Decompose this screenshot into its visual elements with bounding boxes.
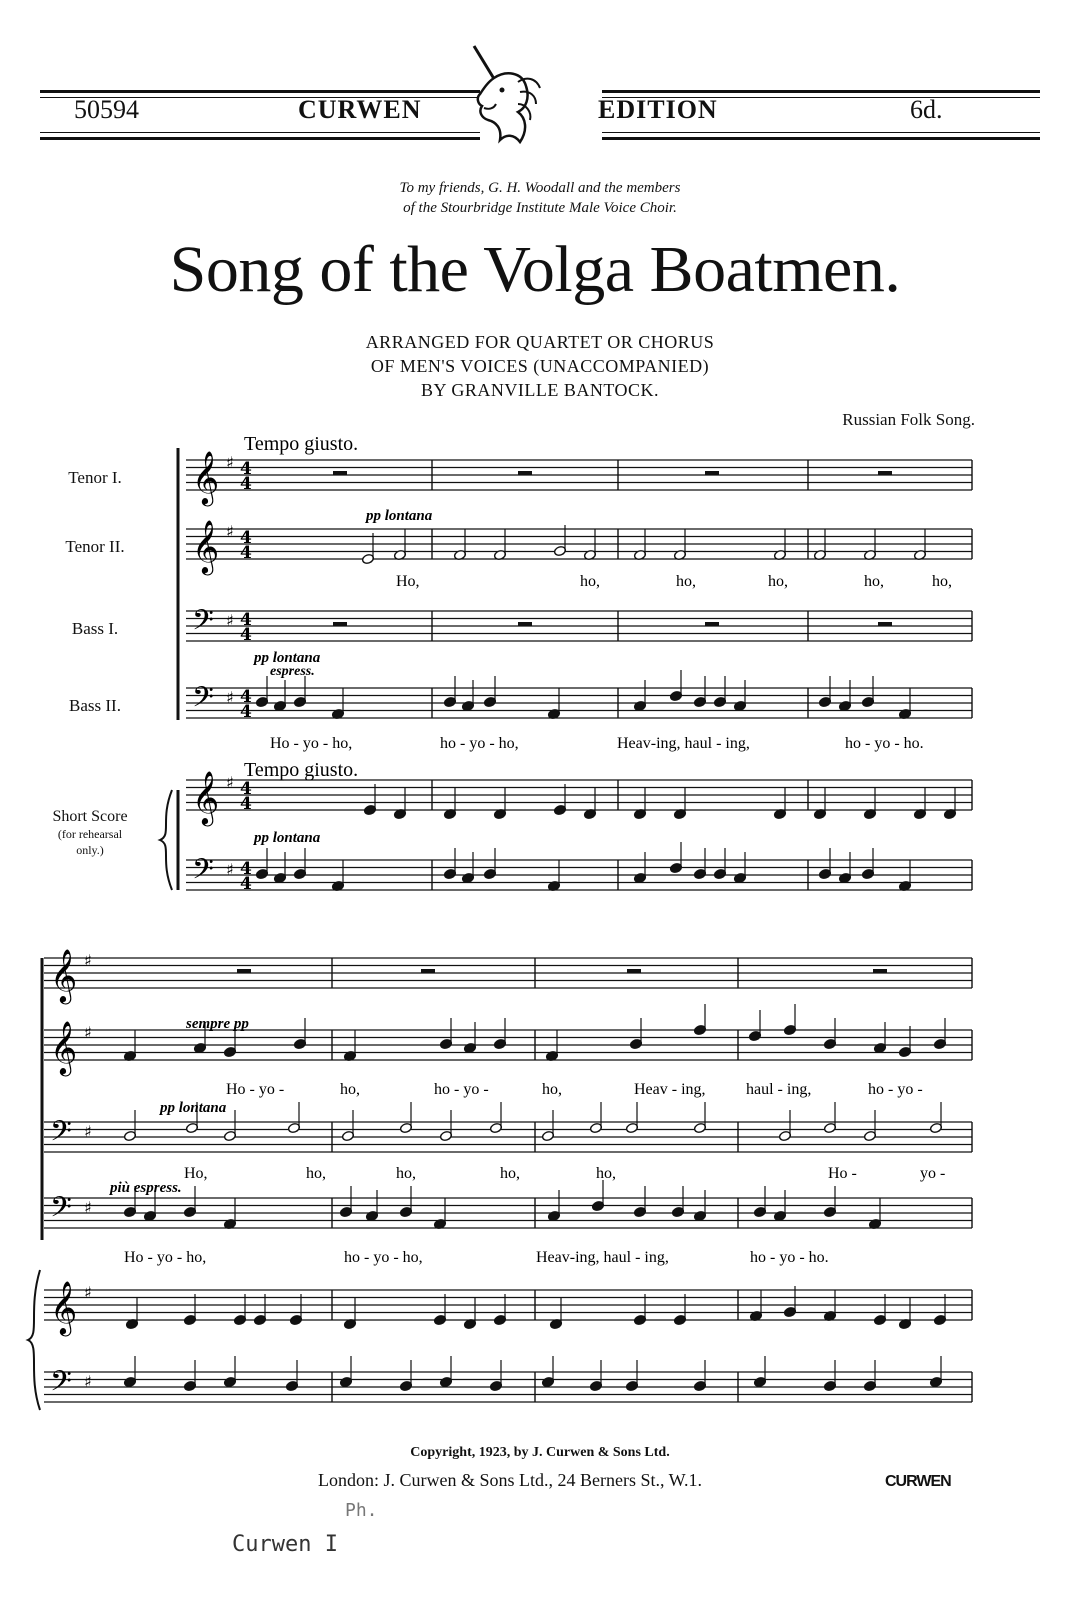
key-sharp-icon: ♯ bbox=[226, 453, 234, 472]
whole-rest-icon bbox=[705, 622, 719, 626]
tempo-marking: Tempo giusto. bbox=[244, 759, 359, 781]
copyright-notice: Copyright, 1923, by J. Curwen & Sons Ltd. bbox=[410, 1445, 670, 1460]
lyric-syllable: Ho - yo - bbox=[226, 1081, 285, 1098]
dynamic-marking: pp lontana bbox=[366, 508, 433, 524]
part-label-tenor-2: Tenor II. bbox=[65, 537, 125, 556]
key-sharp-icon: ♯ bbox=[84, 1122, 92, 1141]
arrangement-line: ARRANGED FOR QUARTET OR CHORUS bbox=[365, 332, 715, 352]
attribution: Russian Folk Song. bbox=[842, 410, 975, 429]
whole-rest-icon bbox=[421, 969, 435, 973]
library-stamp: Ph. bbox=[345, 1500, 378, 1521]
lyric-syllable: ho - yo - ho, bbox=[344, 1249, 423, 1266]
lyric-syllable: ho, bbox=[340, 1081, 360, 1098]
time-signature: 4 bbox=[240, 625, 252, 645]
short-score-title: Short Score bbox=[52, 808, 128, 825]
whole-rest-icon bbox=[878, 622, 892, 626]
tempo-marking: Tempo giusto. bbox=[244, 433, 359, 455]
dedication-line: of the Stourbridge Institute Male Voice Choir. bbox=[403, 200, 677, 216]
edition-label: EDITION bbox=[598, 95, 718, 124]
whole-rest-icon bbox=[878, 471, 892, 475]
page-title: Song of the Volga Boatmen. bbox=[169, 233, 901, 306]
time-signature: 4 bbox=[240, 543, 252, 563]
lyric-syllable: ho, bbox=[768, 573, 788, 590]
time-signature: 4 bbox=[240, 874, 252, 894]
bass-clef-icon: 𝄢 bbox=[192, 853, 214, 893]
arrangement-credit bbox=[240, 330, 840, 402]
time-signature: 4 bbox=[240, 687, 252, 707]
treble-clef-icon: 𝄞 bbox=[192, 450, 220, 504]
dynamic-marking: espress. bbox=[270, 664, 315, 679]
part-label-bass-2: Bass II. bbox=[69, 696, 121, 715]
key-sharp-icon: ♯ bbox=[84, 951, 92, 970]
key-sharp-icon: ♯ bbox=[226, 688, 234, 707]
publisher-address: London: J. Curwen & Sons Ltd., 24 Berners St., W.1. bbox=[317, 1470, 702, 1490]
time-signature: 4 bbox=[240, 859, 252, 879]
bass-clef-icon: 𝄢 bbox=[50, 1115, 72, 1155]
dedication-line: To my friends, G. H. Woodall and the members bbox=[399, 180, 681, 196]
part-label-tenor-1: Tenor I. bbox=[68, 468, 122, 487]
lyric-syllable: Ho - yo - ho, bbox=[124, 1249, 207, 1266]
treble-clef-icon: 𝄞 bbox=[50, 1280, 78, 1334]
brace-icon bbox=[28, 1270, 40, 1410]
lyric-syllable: Heav-ing, haul - ing, bbox=[536, 1249, 669, 1266]
lyric-syllable: Ho, bbox=[396, 573, 420, 590]
short-score-note: (for rehearsal bbox=[57, 827, 123, 841]
lyric-syllable: Ho - bbox=[828, 1165, 857, 1182]
lyric-syllable: ho, bbox=[596, 1165, 616, 1182]
part-label-bass-1: Bass I. bbox=[71, 619, 119, 638]
catalog-number: 50594 bbox=[74, 95, 139, 124]
lyric-syllable: ho, bbox=[932, 573, 952, 590]
lyric-syllable: yo - bbox=[920, 1165, 946, 1182]
key-sharp-icon: ♯ bbox=[226, 860, 234, 879]
publisher-name: CURWEN bbox=[298, 95, 422, 124]
lyric-syllable: ho, bbox=[306, 1165, 326, 1182]
time-signature: 4 bbox=[240, 474, 252, 494]
treble-clef-icon: 𝄞 bbox=[192, 519, 220, 573]
treble-clef-icon: 𝄞 bbox=[50, 948, 78, 1002]
lyric-syllable: Ho - yo - ho, bbox=[270, 735, 353, 752]
dynamic-marking: pp lontana bbox=[254, 830, 321, 846]
lyric-syllable: ho, bbox=[396, 1165, 416, 1182]
treble-clef-icon: 𝄞 bbox=[50, 1020, 78, 1074]
lyric-syllable: ho - yo - ho, bbox=[440, 735, 519, 752]
time-signature: 4 bbox=[240, 702, 252, 722]
lyric-syllable: ho - yo - ho. bbox=[845, 735, 924, 752]
bass-clef-icon: 𝄢 bbox=[192, 604, 214, 644]
lyric-syllable: ho, bbox=[542, 1081, 562, 1098]
lyric-syllable: haul - ing, bbox=[746, 1081, 812, 1098]
dynamic-marking: più espress. bbox=[110, 1180, 182, 1196]
key-sharp-icon: ♯ bbox=[226, 522, 234, 541]
whole-rest-icon bbox=[518, 471, 532, 475]
library-stamp: Curwen I bbox=[232, 1532, 338, 1557]
lyric-syllable: ho, bbox=[676, 573, 696, 590]
short-score-note: only.) bbox=[76, 843, 104, 857]
lyric-syllable: ho, bbox=[500, 1165, 520, 1182]
whole-rest-icon bbox=[518, 622, 532, 626]
time-signature: 4 bbox=[240, 610, 252, 630]
key-sharp-icon: ♯ bbox=[84, 1198, 92, 1217]
whole-rest-icon bbox=[705, 471, 719, 475]
music-score bbox=[0, 420, 1091, 1440]
unicorn-logo-icon bbox=[456, 42, 546, 152]
key-sharp-icon: ♯ bbox=[84, 1372, 92, 1391]
whole-rest-icon bbox=[333, 471, 347, 475]
time-signature: 4 bbox=[240, 459, 252, 479]
whole-rest-icon bbox=[237, 969, 251, 973]
brace-icon bbox=[160, 790, 172, 890]
key-sharp-icon: ♯ bbox=[84, 1023, 92, 1042]
arrangement-line: BY GRANVILLE BANTOCK. bbox=[421, 380, 659, 400]
key-sharp-icon: ♯ bbox=[226, 611, 234, 630]
lyric-syllable: ho, bbox=[864, 573, 884, 590]
treble-clef-icon: 𝄞 bbox=[192, 770, 220, 824]
dynamic-marking: sempre pp bbox=[186, 1016, 249, 1032]
lyric-syllable: Ho, bbox=[184, 1165, 208, 1182]
key-sharp-icon: ♯ bbox=[226, 773, 234, 792]
whole-rest-icon bbox=[333, 622, 347, 626]
lyric-syllable: ho, bbox=[580, 573, 600, 590]
price: 6d. bbox=[910, 95, 943, 124]
arrangement-line: OF MEN'S VOICES (UNACCOMPANIED) bbox=[370, 356, 710, 376]
lyric-syllable: ho - yo - ho. bbox=[750, 1249, 829, 1266]
whole-rest-icon bbox=[627, 969, 641, 973]
publisher-mark: CURWEN bbox=[885, 1473, 951, 1490]
bass-clef-icon: 𝄢 bbox=[50, 1191, 72, 1231]
bass-clef-icon: 𝄢 bbox=[192, 681, 214, 721]
key-sharp-icon: ♯ bbox=[84, 1283, 92, 1302]
lyric-syllable: Heav - ing, bbox=[634, 1081, 706, 1098]
dynamic-marking: pp lontana bbox=[160, 1100, 227, 1116]
lyric-syllable: ho - yo - bbox=[868, 1081, 923, 1098]
dynamic-marking: pp lontana bbox=[254, 650, 321, 666]
lyric-syllable: Heav-ing, haul - ing, bbox=[617, 735, 750, 752]
time-signature: 4 bbox=[240, 528, 252, 548]
lyric-syllable: ho - yo - bbox=[434, 1081, 489, 1098]
time-signature: 4 bbox=[240, 779, 252, 799]
dedication bbox=[270, 178, 810, 218]
time-signature: 4 bbox=[240, 794, 252, 814]
whole-rest-icon bbox=[873, 969, 887, 973]
bass-clef-icon: 𝄢 bbox=[50, 1365, 72, 1405]
